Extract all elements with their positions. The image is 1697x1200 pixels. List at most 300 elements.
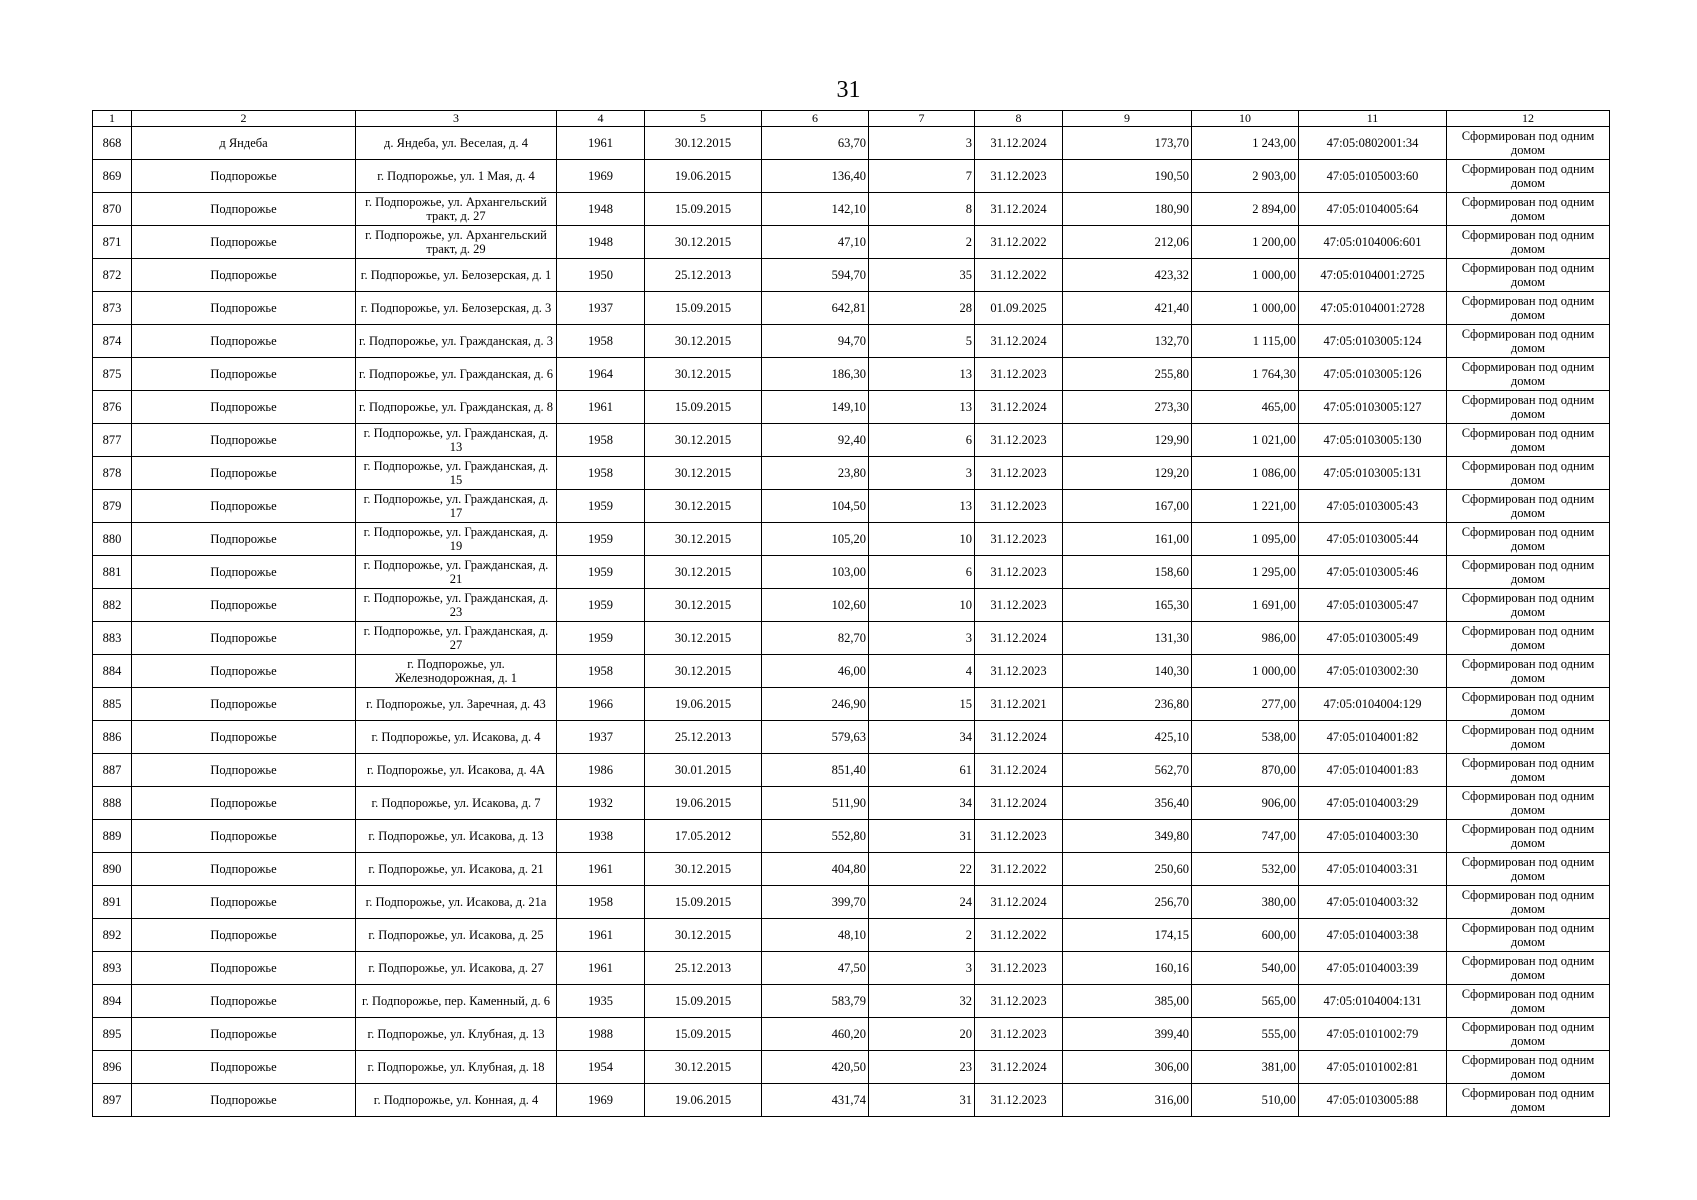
address-cell: г. Подпорожье, пер. Каменный, д. 6 — [356, 985, 557, 1018]
deadline-cell: 31.12.2024 — [975, 325, 1063, 358]
date-cell: 30.12.2015 — [645, 424, 762, 457]
date-cell: 15.09.2015 — [645, 391, 762, 424]
cost-cell: 250,60 — [1063, 853, 1192, 886]
deadline-cell: 31.12.2024 — [975, 787, 1063, 820]
residents-cell: 35 — [869, 259, 975, 292]
land-status-cell: Сформирован под одним домом — [1447, 325, 1610, 358]
sum-cell: 870,00 — [1192, 754, 1299, 787]
residents-cell: 23 — [869, 1051, 975, 1084]
address-cell: г. Подпорожье, ул. Исакова, д. 7 — [356, 787, 557, 820]
settlement-cell: Подпорожье — [132, 292, 356, 325]
cadastral-number-cell: 47:05:0103005:43 — [1299, 490, 1447, 523]
cadastral-number-cell: 47:05:0104003:32 — [1299, 886, 1447, 919]
date-cell: 25.12.2013 — [645, 721, 762, 754]
residents-cell: 34 — [869, 787, 975, 820]
sum-cell: 1 200,00 — [1192, 226, 1299, 259]
settlement-cell: Подпорожье — [132, 259, 356, 292]
date-cell: 30.12.2015 — [645, 589, 762, 622]
address-cell: г. Подпорожье, ул. 1 Мая, д. 4 — [356, 160, 557, 193]
cost-cell: 356,40 — [1063, 787, 1192, 820]
residents-cell: 13 — [869, 358, 975, 391]
table-row — [93, 820, 1610, 853]
deadline-cell: 01.09.2025 — [975, 292, 1063, 325]
table-row — [93, 721, 1610, 754]
sum-cell: 2 894,00 — [1192, 193, 1299, 226]
cost-cell: 132,70 — [1063, 325, 1192, 358]
cost-cell: 212,06 — [1063, 226, 1192, 259]
table-row — [93, 952, 1610, 985]
area-cell: 104,50 — [762, 490, 869, 523]
cost-cell: 562,70 — [1063, 754, 1192, 787]
cadastral-number-cell: 47:05:0802001:34 — [1299, 127, 1447, 160]
row-number-cell: 891 — [93, 886, 132, 919]
year-cell: 1958 — [557, 655, 645, 688]
settlement-cell: Подпорожье — [132, 589, 356, 622]
residents-cell: 13 — [869, 490, 975, 523]
area-cell: 63,70 — [762, 127, 869, 160]
table-row — [93, 886, 1610, 919]
date-cell: 25.12.2013 — [645, 259, 762, 292]
sum-cell: 565,00 — [1192, 985, 1299, 1018]
residents-cell: 34 — [869, 721, 975, 754]
sum-cell: 538,00 — [1192, 721, 1299, 754]
sum-cell: 381,00 — [1192, 1051, 1299, 1084]
area-cell: 583,79 — [762, 985, 869, 1018]
sum-cell: 510,00 — [1192, 1084, 1299, 1117]
settlement-cell: Подпорожье — [132, 754, 356, 787]
row-number-cell: 889 — [93, 820, 132, 853]
date-cell: 30.12.2015 — [645, 622, 762, 655]
area-cell: 642,81 — [762, 292, 869, 325]
row-number-cell: 873 — [93, 292, 132, 325]
table-row — [93, 358, 1610, 391]
deadline-cell: 31.12.2022 — [975, 853, 1063, 886]
cost-cell: 255,80 — [1063, 358, 1192, 391]
address-cell: г. Подпорожье, ул. Гражданская, д. 21 — [356, 556, 557, 589]
land-status-cell: Сформирован под одним домом — [1447, 886, 1610, 919]
year-cell: 1938 — [557, 820, 645, 853]
area-cell: 103,00 — [762, 556, 869, 589]
cadastral-number-cell: 47:05:0103005:127 — [1299, 391, 1447, 424]
sum-cell: 1 000,00 — [1192, 259, 1299, 292]
address-cell: г. Подпорожье, ул. Гражданская, д. 3 — [356, 325, 557, 358]
date-cell: 30.12.2015 — [645, 325, 762, 358]
area-cell: 46,00 — [762, 655, 869, 688]
land-status-cell: Сформирован под одним домом — [1447, 919, 1610, 952]
address-cell: г. Подпорожье, ул. Исакова, д. 21а — [356, 886, 557, 919]
year-cell: 1959 — [557, 622, 645, 655]
sum-cell: 277,00 — [1192, 688, 1299, 721]
area-cell: 552,80 — [762, 820, 869, 853]
row-number-cell: 879 — [93, 490, 132, 523]
year-cell: 1935 — [557, 985, 645, 1018]
date-cell: 30.12.2015 — [645, 655, 762, 688]
table-row — [93, 457, 1610, 490]
deadline-cell: 31.12.2024 — [975, 886, 1063, 919]
address-cell: г. Подпорожье, ул. Гражданская, д. 19 — [356, 523, 557, 556]
cost-cell: 423,32 — [1063, 259, 1192, 292]
year-cell: 1964 — [557, 358, 645, 391]
year-cell: 1959 — [557, 589, 645, 622]
residents-cell: 3 — [869, 622, 975, 655]
area-cell: 94,70 — [762, 325, 869, 358]
column-header: 4 — [557, 111, 645, 127]
address-cell: г. Подпорожье, ул. Гражданская, д. 17 — [356, 490, 557, 523]
deadline-cell: 31.12.2021 — [975, 688, 1063, 721]
address-cell: г. Подпорожье, ул. Клубная, д. 13 — [356, 1018, 557, 1051]
land-status-cell: Сформирован под одним домом — [1447, 127, 1610, 160]
date-cell: 19.06.2015 — [645, 787, 762, 820]
year-cell: 1986 — [557, 754, 645, 787]
cost-cell: 158,60 — [1063, 556, 1192, 589]
land-status-cell: Сформирован под одним домом — [1447, 193, 1610, 226]
sum-cell: 532,00 — [1192, 853, 1299, 886]
cost-cell: 165,30 — [1063, 589, 1192, 622]
row-number-cell: 872 — [93, 259, 132, 292]
residents-cell: 13 — [869, 391, 975, 424]
cost-cell: 399,40 — [1063, 1018, 1192, 1051]
table-row — [93, 226, 1610, 259]
cadastral-number-cell: 47:05:0104003:38 — [1299, 919, 1447, 952]
year-cell: 1958 — [557, 457, 645, 490]
sum-cell: 1 243,00 — [1192, 127, 1299, 160]
cadastral-number-cell: 47:05:0103005:49 — [1299, 622, 1447, 655]
table-row — [93, 754, 1610, 787]
table-row — [93, 127, 1610, 160]
column-number-row — [93, 111, 1610, 127]
table-row — [93, 655, 1610, 688]
address-cell: г. Подпорожье, ул. Архангельский тракт, д. 29 — [356, 226, 557, 259]
sum-cell: 1 000,00 — [1192, 292, 1299, 325]
cost-cell: 421,40 — [1063, 292, 1192, 325]
cadastral-number-cell: 47:05:0101002:81 — [1299, 1051, 1447, 1084]
sum-cell: 465,00 — [1192, 391, 1299, 424]
settlement-cell: Подпорожье — [132, 490, 356, 523]
settlement-cell: Подпорожье — [132, 919, 356, 952]
settlement-cell: Подпорожье — [132, 853, 356, 886]
year-cell: 1959 — [557, 556, 645, 589]
residents-cell: 8 — [869, 193, 975, 226]
year-cell: 1958 — [557, 325, 645, 358]
residents-cell: 32 — [869, 985, 975, 1018]
sum-cell: 600,00 — [1192, 919, 1299, 952]
column-header: 12 — [1447, 111, 1610, 127]
cadastral-number-cell: 47:05:0105003:60 — [1299, 160, 1447, 193]
cost-cell: 316,00 — [1063, 1084, 1192, 1117]
residents-cell: 6 — [869, 424, 975, 457]
date-cell: 15.09.2015 — [645, 1018, 762, 1051]
area-cell: 23,80 — [762, 457, 869, 490]
settlement-cell: Подпорожье — [132, 1051, 356, 1084]
land-status-cell: Сформирован под одним домом — [1447, 259, 1610, 292]
column-header: 9 — [1063, 111, 1192, 127]
cadastral-number-cell: 47:05:0103005:47 — [1299, 589, 1447, 622]
address-cell: г. Подпорожье, ул. Гражданская, д. 6 — [356, 358, 557, 391]
row-number-cell: 880 — [93, 523, 132, 556]
row-number-cell: 868 — [93, 127, 132, 160]
settlement-cell: Подпорожье — [132, 556, 356, 589]
year-cell: 1948 — [557, 226, 645, 259]
land-status-cell: Сформирован под одним домом — [1447, 1084, 1610, 1117]
table-row — [93, 622, 1610, 655]
deadline-cell: 31.12.2023 — [975, 490, 1063, 523]
year-cell: 1958 — [557, 886, 645, 919]
cadastral-number-cell: 47:05:0104001:2725 — [1299, 259, 1447, 292]
land-status-cell: Сформирован под одним домом — [1447, 589, 1610, 622]
deadline-cell: 31.12.2023 — [975, 952, 1063, 985]
table-row — [93, 787, 1610, 820]
row-number-cell: 896 — [93, 1051, 132, 1084]
settlement-cell: д Яндеба — [132, 127, 356, 160]
address-cell: г. Подпорожье, ул. Гражданская, д. 15 — [356, 457, 557, 490]
sum-cell: 1 295,00 — [1192, 556, 1299, 589]
table-row — [93, 193, 1610, 226]
row-number-cell: 870 — [93, 193, 132, 226]
sum-cell: 1 115,00 — [1192, 325, 1299, 358]
year-cell: 1961 — [557, 919, 645, 952]
land-status-cell: Сформирован под одним домом — [1447, 358, 1610, 391]
row-number-cell: 884 — [93, 655, 132, 688]
land-status-cell: Сформирован под одним домом — [1447, 457, 1610, 490]
deadline-cell: 31.12.2023 — [975, 985, 1063, 1018]
settlement-cell: Подпорожье — [132, 358, 356, 391]
settlement-cell: Подпорожье — [132, 391, 356, 424]
settlement-cell: Подпорожье — [132, 523, 356, 556]
row-number-cell: 887 — [93, 754, 132, 787]
column-header: 2 — [132, 111, 356, 127]
land-status-cell: Сформирован под одним домом — [1447, 424, 1610, 457]
residents-cell: 61 — [869, 754, 975, 787]
address-cell: г. Подпорожье, ул. Клубная, д. 18 — [356, 1051, 557, 1084]
year-cell: 1988 — [557, 1018, 645, 1051]
deadline-cell: 31.12.2023 — [975, 457, 1063, 490]
row-number-cell: 874 — [93, 325, 132, 358]
settlement-cell: Подпорожье — [132, 226, 356, 259]
address-cell: г. Подпорожье, ул. Исакова, д. 13 — [356, 820, 557, 853]
address-cell: г. Подпорожье, ул. Исакова, д. 25 — [356, 919, 557, 952]
residents-cell: 6 — [869, 556, 975, 589]
area-cell: 594,70 — [762, 259, 869, 292]
address-cell: г. Подпорожье, ул. Белозерская, д. 1 — [356, 259, 557, 292]
cost-cell: 173,70 — [1063, 127, 1192, 160]
area-cell: 420,50 — [762, 1051, 869, 1084]
settlement-cell: Подпорожье — [132, 688, 356, 721]
cost-cell: 180,90 — [1063, 193, 1192, 226]
date-cell: 30.01.2015 — [645, 754, 762, 787]
settlement-cell: Подпорожье — [132, 1084, 356, 1117]
row-number-cell: 883 — [93, 622, 132, 655]
area-cell: 431,74 — [762, 1084, 869, 1117]
settlement-cell: Подпорожье — [132, 787, 356, 820]
row-number-cell: 893 — [93, 952, 132, 985]
land-status-cell: Сформирован под одним домом — [1447, 292, 1610, 325]
area-cell: 851,40 — [762, 754, 869, 787]
residents-cell: 31 — [869, 1084, 975, 1117]
column-header: 1 — [93, 111, 132, 127]
table-row — [93, 160, 1610, 193]
residents-cell: 2 — [869, 919, 975, 952]
date-cell: 30.12.2015 — [645, 127, 762, 160]
column-header: 11 — [1299, 111, 1447, 127]
address-cell: г. Подпорожье, ул. Исакова, д. 4 — [356, 721, 557, 754]
address-cell: г. Подпорожье, ул. Гражданская, д. 27 — [356, 622, 557, 655]
residents-cell: 10 — [869, 589, 975, 622]
row-number-cell: 869 — [93, 160, 132, 193]
year-cell: 1959 — [557, 490, 645, 523]
year-cell: 1961 — [557, 127, 645, 160]
deadline-cell: 31.12.2023 — [975, 820, 1063, 853]
residents-cell: 3 — [869, 952, 975, 985]
address-cell: г. Подпорожье, ул. Конная, д. 4 — [356, 1084, 557, 1117]
year-cell: 1966 — [557, 688, 645, 721]
cost-cell: 385,00 — [1063, 985, 1192, 1018]
sum-cell: 380,00 — [1192, 886, 1299, 919]
area-cell: 82,70 — [762, 622, 869, 655]
year-cell: 1937 — [557, 721, 645, 754]
date-cell: 19.06.2015 — [645, 160, 762, 193]
table-row — [93, 391, 1610, 424]
land-status-cell: Сформирован под одним домом — [1447, 820, 1610, 853]
date-cell: 15.09.2015 — [645, 193, 762, 226]
table-row — [93, 325, 1610, 358]
settlement-cell: Подпорожье — [132, 721, 356, 754]
area-cell: 47,10 — [762, 226, 869, 259]
sum-cell: 540,00 — [1192, 952, 1299, 985]
address-cell: г. Подпорожье, ул. Белозерская, д. 3 — [356, 292, 557, 325]
cadastral-number-cell: 47:05:0103005:131 — [1299, 457, 1447, 490]
land-status-cell: Сформирован под одним домом — [1447, 985, 1610, 1018]
land-status-cell: Сформирован под одним домом — [1447, 391, 1610, 424]
year-cell: 1950 — [557, 259, 645, 292]
cadastral-number-cell: 47:05:0103005:46 — [1299, 556, 1447, 589]
column-header: 7 — [869, 111, 975, 127]
cadastral-number-cell: 47:05:0104003:29 — [1299, 787, 1447, 820]
deadline-cell: 31.12.2024 — [975, 1051, 1063, 1084]
area-cell: 511,90 — [762, 787, 869, 820]
date-cell: 15.09.2015 — [645, 886, 762, 919]
land-status-cell: Сформирован под одним домом — [1447, 655, 1610, 688]
row-number-cell: 882 — [93, 589, 132, 622]
table-body — [93, 127, 1610, 1117]
area-cell: 136,40 — [762, 160, 869, 193]
cadastral-number-cell: 47:05:0103005:124 — [1299, 325, 1447, 358]
cadastral-number-cell: 47:05:0104004:129 — [1299, 688, 1447, 721]
land-status-cell: Сформирован под одним домом — [1447, 688, 1610, 721]
land-status-cell: Сформирован под одним домом — [1447, 754, 1610, 787]
row-number-cell: 886 — [93, 721, 132, 754]
date-cell: 30.12.2015 — [645, 226, 762, 259]
address-cell: г. Подпорожье, ул. Заречная, д. 43 — [356, 688, 557, 721]
residents-cell: 31 — [869, 820, 975, 853]
row-number-cell: 876 — [93, 391, 132, 424]
deadline-cell: 31.12.2024 — [975, 721, 1063, 754]
table-row — [93, 985, 1610, 1018]
sum-cell: 1 021,00 — [1192, 424, 1299, 457]
cost-cell: 161,00 — [1063, 523, 1192, 556]
settlement-cell: Подпорожье — [132, 952, 356, 985]
table-row — [93, 1018, 1610, 1051]
deadline-cell: 31.12.2023 — [975, 1018, 1063, 1051]
address-cell: г. Подпорожье, ул. Исакова, д. 21 — [356, 853, 557, 886]
table-row — [93, 259, 1610, 292]
date-cell: 19.06.2015 — [645, 1084, 762, 1117]
cadastral-number-cell: 47:05:0103002:30 — [1299, 655, 1447, 688]
sum-cell: 1 221,00 — [1192, 490, 1299, 523]
row-number-cell: 877 — [93, 424, 132, 457]
cadastral-number-cell: 47:05:0104001:82 — [1299, 721, 1447, 754]
deadline-cell: 31.12.2023 — [975, 655, 1063, 688]
deadline-cell: 31.12.2023 — [975, 556, 1063, 589]
cadastral-number-cell: 47:05:0104003:31 — [1299, 853, 1447, 886]
land-status-cell: Сформирован под одним домом — [1447, 1051, 1610, 1084]
date-cell: 15.09.2015 — [645, 292, 762, 325]
deadline-cell: 31.12.2022 — [975, 919, 1063, 952]
land-status-cell: Сформирован под одним домом — [1447, 226, 1610, 259]
area-cell: 579,63 — [762, 721, 869, 754]
year-cell: 1961 — [557, 853, 645, 886]
cost-cell: 236,80 — [1063, 688, 1192, 721]
cost-cell: 273,30 — [1063, 391, 1192, 424]
deadline-cell: 31.12.2023 — [975, 589, 1063, 622]
table-row — [93, 1051, 1610, 1084]
cadastral-number-cell: 47:05:0103005:88 — [1299, 1084, 1447, 1117]
deadline-cell: 31.12.2022 — [975, 226, 1063, 259]
cadastral-number-cell: 47:05:0104001:83 — [1299, 754, 1447, 787]
table-row — [93, 523, 1610, 556]
cadastral-number-cell: 47:05:0104005:64 — [1299, 193, 1447, 226]
row-number-cell: 878 — [93, 457, 132, 490]
date-cell: 30.12.2015 — [645, 1051, 762, 1084]
deadline-cell: 31.12.2024 — [975, 754, 1063, 787]
year-cell: 1932 — [557, 787, 645, 820]
column-header: 10 — [1192, 111, 1299, 127]
sum-cell: 2 903,00 — [1192, 160, 1299, 193]
area-cell: 105,20 — [762, 523, 869, 556]
area-cell: 460,20 — [762, 1018, 869, 1051]
cost-cell: 256,70 — [1063, 886, 1192, 919]
year-cell: 1948 — [557, 193, 645, 226]
year-cell: 1969 — [557, 160, 645, 193]
address-cell: г. Подпорожье, ул. Исакова, д. 27 — [356, 952, 557, 985]
sum-cell: 747,00 — [1192, 820, 1299, 853]
address-cell: г. Подпорожье, ул. Исакова, д. 4А — [356, 754, 557, 787]
date-cell: 30.12.2015 — [645, 523, 762, 556]
deadline-cell: 31.12.2023 — [975, 424, 1063, 457]
date-cell: 25.12.2013 — [645, 952, 762, 985]
cost-cell: 174,15 — [1063, 919, 1192, 952]
settlement-cell: Подпорожье — [132, 655, 356, 688]
residents-cell: 22 — [869, 853, 975, 886]
deadline-cell: 31.12.2024 — [975, 391, 1063, 424]
cadastral-number-cell: 47:05:0103005:130 — [1299, 424, 1447, 457]
cost-cell: 131,30 — [1063, 622, 1192, 655]
date-cell: 30.12.2015 — [645, 358, 762, 391]
date-cell: 30.12.2015 — [645, 457, 762, 490]
residents-cell: 24 — [869, 886, 975, 919]
land-status-cell: Сформирован под одним домом — [1447, 490, 1610, 523]
column-header: 5 — [645, 111, 762, 127]
row-number-cell: 892 — [93, 919, 132, 952]
cost-cell: 190,50 — [1063, 160, 1192, 193]
date-cell: 15.09.2015 — [645, 985, 762, 1018]
land-status-cell: Сформирован под одним домом — [1447, 523, 1610, 556]
cadastral-number-cell: 47:05:0104001:2728 — [1299, 292, 1447, 325]
date-cell: 30.12.2015 — [645, 919, 762, 952]
date-cell: 17.05.2012 — [645, 820, 762, 853]
row-number-cell: 875 — [93, 358, 132, 391]
table-row — [93, 589, 1610, 622]
area-cell: 149,10 — [762, 391, 869, 424]
